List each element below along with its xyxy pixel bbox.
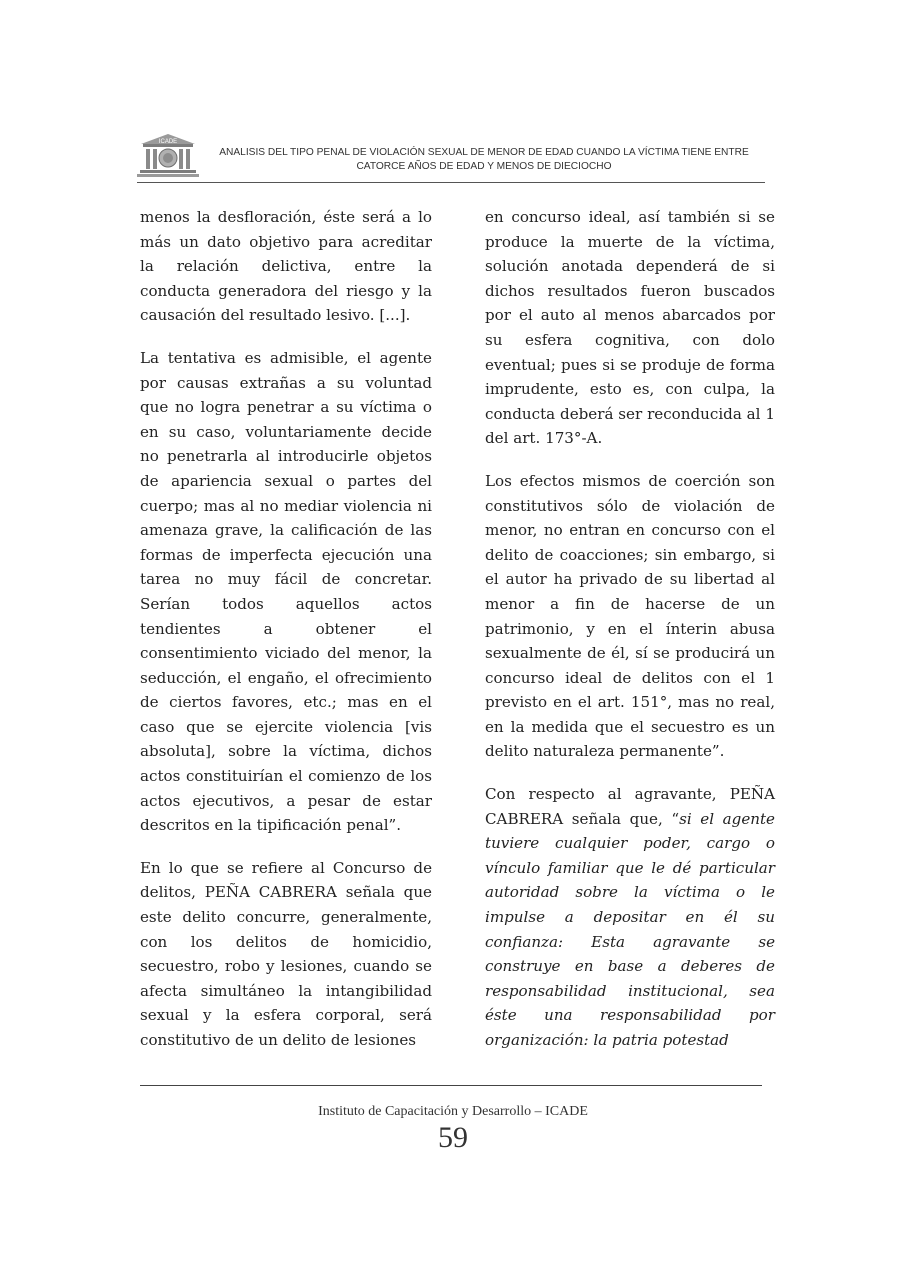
icade-logo	[137, 132, 199, 180]
right-column	[485, 205, 775, 1053]
right-paragraph-3-normal: Con respecto al agravante, PEÑA CABRERA señala que, “	[485, 785, 775, 828]
header-title-line1: ANALISIS DEL TIPO PENAL DE VIOLACIÓN SEXUAL DE MENOR DE EDAD CUANDO LA VÍCTIMA TIENE ENTRE	[219, 147, 749, 158]
running-header	[210, 146, 758, 173]
right-paragraph-2: Los efectos mismos de coerción son constitutivos sólo de violación de menor, no entran en concurso con el delito de coacciones; sin embargo, si el autor ha privado de su libertad al menor a fin de hacerse de un patrimonio, y en el ínterin abusa sexualmente de él, sí se producirá un concurso ideal de delitos con el 1 previsto en el art. 151°, mas no real, en la medida que el secuestro es un delito naturaleza permanente”.	[485, 471, 775, 761]
left-paragraph-3: En lo que se refiere al Concurso de delitos, PEÑA CABRERA señala que este delito concurre, generalmente, con los delitos de homicidio, secuestro, robo y lesiones, cuando se afecta simultáneo la intangibilidad sexual y la esfera corporal, será constitutivo de un delito de lesiones	[140, 858, 432, 1049]
left-paragraph-1: menos la desfloración, éste será a lo más un dato objetivo para acreditar la relación delictiva, entre la conducta generadora del riesgo y la causación del resultado lesivo. [...].	[140, 208, 432, 325]
right-paragraph-3	[485, 782, 775, 1053]
right-paragraph-3-quote: si el agente tuviere cualquier poder, cargo o vínculo familiar que le dé particular autoridad sobre la víctima o le impulse a depositar en él su confianza: Esta agravante se construye en base a deberes de responsabilidad institucional, sea éste una responsabilidad por organización: la patria potestad	[485, 809, 775, 1049]
left-paragraph-2: La tentativa es admisible, el agente por causas extrañas a su voluntad que no logra penetrar a su víctima o en su caso, voluntariamente decide no penetrarla al introducirle objetos de apariencia sexual o partes del cuerpo; mas al no mediar violencia ni amenaza grave, la calificación de las formas de imperfecta ejecución una tarea no muy fácil de concretar. Serían todos aquellos actos tendientes a obtener el consentimiento viciado del menor, la seducción, el engaño, el ofrecimiento de ciertos favores, etc.; mas en el caso que se ejercite violencia [vis absoluta], sobre la víctima, dichos actos constituirían el comienzo de los actos ejecutivos, a pesar de estar descritos en la tipificación penal”.	[140, 348, 432, 835]
footer-divider	[140, 1085, 762, 1086]
left-column	[140, 205, 432, 1053]
header-title-line2: CATORCE AÑOS DE EDAD Y MENOS DE DIECIOCHO	[356, 160, 612, 172]
footer-institution: Instituto de Capacitación y Desarrollo – ICADE	[318, 1104, 588, 1119]
logo-text: ICADE	[158, 139, 178, 145]
page-number: 59	[438, 1121, 468, 1154]
header-divider	[137, 182, 765, 183]
right-paragraph-1: en concurso ideal, así también si se produce la muerte de la víctima, solución anotada dependerá de si dichos resultados fueron buscados por el auto al menos abarcados por su esfera cognitiva, con dolo eventual; pues si se produje de forma imprudente, esto es, con culpa, la conducta deberá ser reconducida al 1 del art. 173°-A.	[485, 208, 775, 448]
